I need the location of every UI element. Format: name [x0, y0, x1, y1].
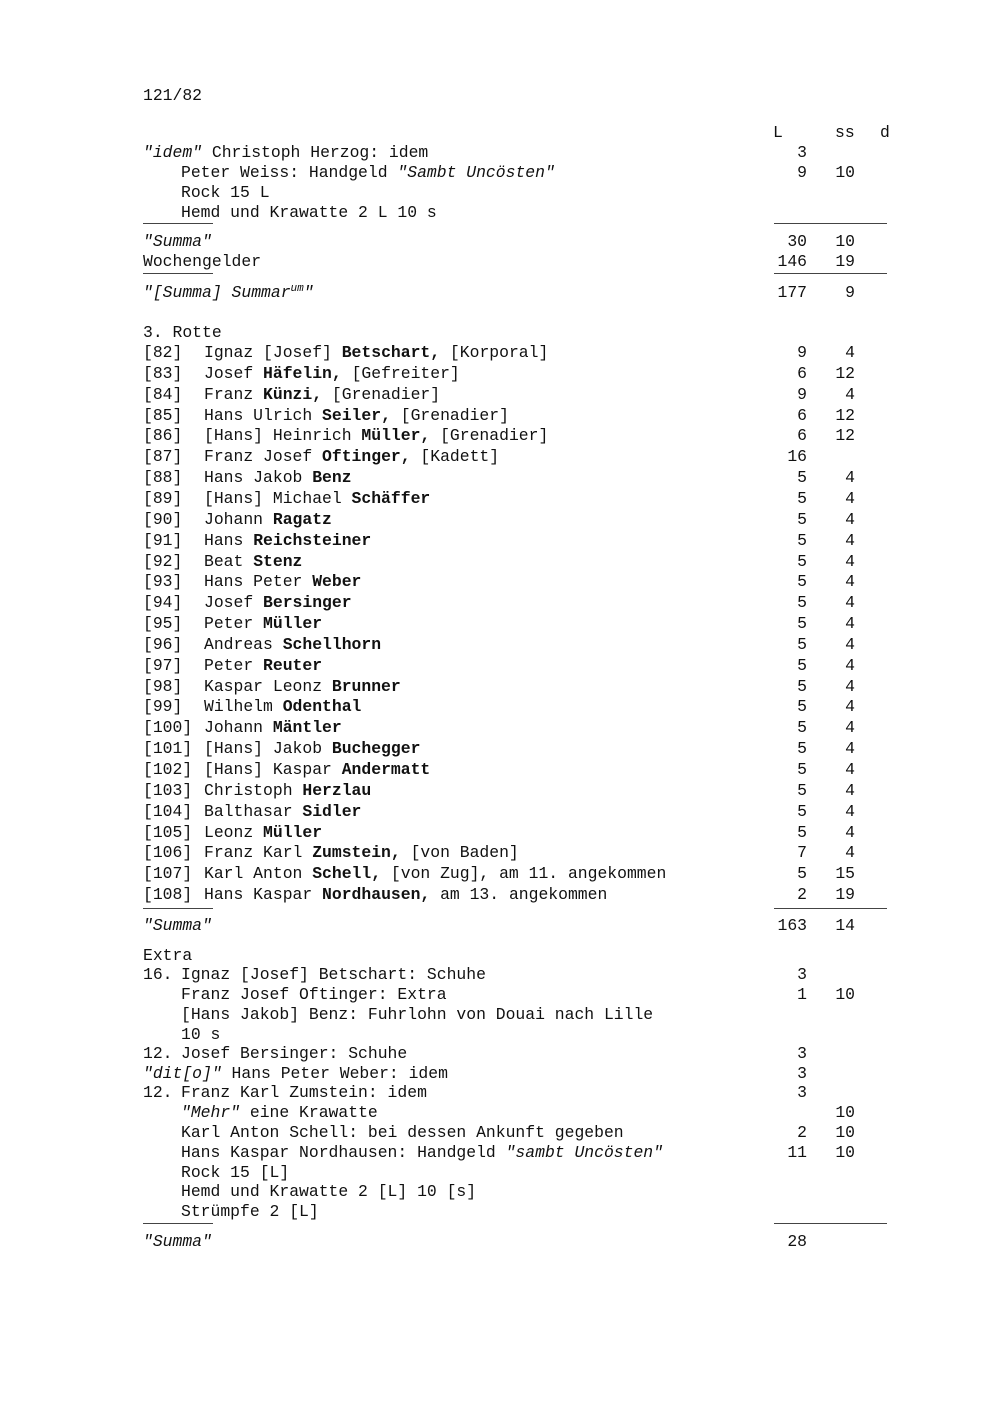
amount-ss: 4 [845, 593, 855, 612]
extra-summa-l: 28 [787, 1232, 807, 1251]
soldier-name: Hans Reichsteiner [204, 531, 372, 550]
surname: Reuter [263, 656, 323, 675]
summarum-ss: 9 [845, 283, 855, 302]
amount-l: 2 [797, 885, 807, 904]
amount-ss: 4 [845, 843, 855, 862]
amount-ss: 4 [845, 635, 855, 654]
soldier-name: Hans Kaspar Nordhausen, am 13. angekommen [204, 885, 608, 904]
divider-left [143, 1223, 213, 1224]
amount-l: 5 [797, 593, 807, 612]
row-number: [89] [143, 489, 183, 508]
amount-l: 5 [797, 468, 807, 487]
amount-ss: 4 [845, 718, 855, 737]
row-number: [108] [143, 885, 193, 904]
soldier-name: Karl Anton Schell, [von Zug], am 11. angekommen [204, 864, 667, 883]
row-number: [106] [143, 843, 193, 862]
amount-l: 5 [797, 656, 807, 675]
wochengelder-label: Wochengelder [143, 252, 262, 271]
row-number: [103] [143, 781, 193, 800]
amount-l: 6 [797, 364, 807, 383]
row-number: [107] [143, 864, 193, 883]
soldier-name: Peter Müller [204, 614, 323, 633]
divider-right [774, 223, 887, 224]
extra-entry: Karl Anton Schell: bei dessen Ankunft gegeben [181, 1123, 624, 1142]
amount-ss: 4 [845, 510, 855, 529]
amount-l: 16 [787, 447, 807, 466]
row-number: [100] [143, 718, 193, 737]
row-number: [99] [143, 697, 183, 716]
entry-hemd: Hemd und Krawatte 2 L 10 s [181, 203, 437, 222]
mehr-note: "Mehr" [181, 1103, 241, 1122]
summarum-label: "[Summa] Summar$^{um}$" [143, 283, 314, 302]
surname: Schellhorn [282, 635, 382, 654]
surname: Schäffer [351, 489, 431, 508]
surname: Weber [312, 572, 362, 591]
divider-right [774, 1223, 887, 1224]
rotte-summa-ss: 14 [835, 916, 855, 935]
soldier-name: Franz Künzi, [Grenadier] [204, 385, 441, 404]
soldier-name: Balthasar Sidler [204, 802, 362, 821]
amount-ss: 12 [835, 364, 855, 383]
soldier-name: Josef Bersinger [204, 593, 352, 612]
amount-l: 3 [797, 1044, 807, 1063]
amount-l: 6 [797, 406, 807, 425]
extra-entry: "dit[o]" Hans Peter Weber: idem [143, 1064, 448, 1083]
entry-text: Christoph Herzog: idem [202, 143, 429, 162]
amount-l: 3 [797, 965, 807, 984]
row-number: [104] [143, 802, 193, 821]
rotte-summa-label: "Summa" [143, 916, 212, 935]
amount-ss: 4 [845, 385, 855, 404]
row-number: [85] [143, 406, 183, 425]
extra-date: 16. [143, 965, 173, 984]
amount-ss: 4 [845, 343, 855, 362]
surname: Müller, [361, 426, 431, 445]
extra-date: 12. [143, 1083, 173, 1102]
amount-l: 9 [797, 163, 807, 182]
extra-entry: Hemd und Krawatte 2 [L] 10 [s] [181, 1182, 477, 1201]
surname: Nordhausen, [322, 885, 431, 904]
extra-entry: Franz Josef Oftinger: Extra [181, 985, 447, 1004]
soldier-name: Johann Mäntler [204, 718, 342, 737]
soldier-name: Leonz Müller [204, 823, 323, 842]
row-number: [101] [143, 739, 193, 758]
divider-left [143, 223, 213, 224]
amount-ss: 4 [845, 677, 855, 696]
extra-entry: Franz Karl Zumstein: idem [181, 1083, 427, 1102]
amount-l: 5 [797, 760, 807, 779]
row-number: [92] [143, 552, 183, 571]
row-number: [95] [143, 614, 183, 633]
amount-ss: 10 [835, 163, 855, 182]
amount-l: 1 [797, 985, 807, 1004]
row-number: [102] [143, 760, 193, 779]
surname: Zumstein, [312, 843, 401, 862]
surname: Odenthal [282, 697, 362, 716]
amount-l: 5 [797, 489, 807, 508]
surname: Seiler, [322, 406, 391, 425]
surname: Herzlau [302, 781, 372, 800]
amount-l: 9 [797, 343, 807, 362]
extra-entry: Rock 15 [L] [181, 1163, 290, 1182]
row-number: [105] [143, 823, 193, 842]
row-number: [93] [143, 572, 183, 591]
amount-l: 5 [797, 781, 807, 800]
row-number: [90] [143, 510, 183, 529]
surname: Häfelin, [263, 364, 342, 383]
soldier-name: Wilhelm Odenthal [204, 697, 362, 716]
extra-entry: 10 s [181, 1025, 221, 1044]
row-number: [82] [143, 343, 183, 362]
row-number: [97] [143, 656, 183, 675]
ditto-note: "dit[o]" [143, 1064, 222, 1083]
extra-summa-label: "Summa" [143, 1232, 212, 1251]
amount-ss: 19 [835, 885, 855, 904]
surname: Ragatz [272, 510, 332, 529]
amount-ss: 12 [835, 426, 855, 445]
amount-l: 5 [797, 823, 807, 842]
entry-weiss [181, 163, 555, 183]
surname: Benz [312, 468, 352, 487]
surname: Mäntler [272, 718, 342, 737]
soldier-name: Hans Peter Weber [204, 572, 362, 591]
amount-ss: 10 [835, 1143, 855, 1162]
extra-date: 12. [143, 1044, 173, 1063]
extra-entry: Strümpfe 2 [L] [181, 1202, 319, 1221]
soldier-name: Franz Karl Zumstein, [von Baden] [204, 843, 519, 862]
amount-l: 5 [797, 739, 807, 758]
soldier-name: [Hans] Michael Schäffer [204, 489, 431, 508]
soldier-name: Andreas Schellhorn [204, 635, 382, 654]
extra-entry: Ignaz [Josef] Betschart: Schuhe [181, 965, 486, 984]
surname: Oftinger, [322, 447, 411, 466]
amount-l: 5 [797, 531, 807, 550]
amount-ss: 4 [845, 802, 855, 821]
amount-ss: 4 [845, 614, 855, 633]
amount-l: 5 [797, 718, 807, 737]
divider-right [774, 908, 887, 909]
soldier-name: Hans Ulrich Seiler, [Grenadier] [204, 406, 509, 425]
amount-l: 2 [797, 1123, 807, 1142]
row-number: [98] [143, 677, 183, 696]
extra-entry: [Hans Jakob] Benz: Fuhrlohn von Douai nach Lille [181, 1005, 654, 1024]
extra-entry: Hans Kaspar Nordhausen: Handgeld "sambt Uncösten" [181, 1143, 663, 1162]
amount-ss: 4 [845, 656, 855, 675]
italic-quote: "sambt Uncösten" [505, 1143, 663, 1162]
surname: Stenz [253, 552, 303, 571]
summa-ss: 10 [835, 232, 855, 251]
extra-entry: Josef Bersinger: Schuhe [181, 1044, 408, 1063]
amount-l: 5 [797, 677, 807, 696]
amount-ss: 10 [835, 1103, 855, 1122]
surname: Brunner [331, 677, 401, 696]
summa-label: "Summa" [143, 232, 212, 251]
row-number: [96] [143, 635, 183, 654]
summa-l: 30 [787, 232, 807, 251]
entry-rock: Rock 15 L [181, 183, 270, 202]
surname: Reichsteiner [253, 531, 372, 550]
amount-l: 3 [797, 1064, 807, 1083]
surname: Müller [263, 614, 323, 633]
row-number: [91] [143, 531, 183, 550]
rotte-heading: 3. Rotte [143, 323, 222, 342]
soldier-name: Kaspar Leonz Brunner [204, 677, 401, 696]
amount-l: 3 [797, 143, 807, 162]
idem-note: "idem" [143, 143, 203, 162]
soldier-name: [Hans] Heinrich Müller, [Grenadier] [204, 426, 549, 445]
amount-l: 5 [797, 552, 807, 571]
surname: Buchegger [331, 739, 421, 758]
soldier-name: Christoph Herzlau [204, 781, 372, 800]
amount-ss: 15 [835, 864, 855, 883]
surname: Sidler [302, 802, 362, 821]
entry-herzog [143, 143, 428, 163]
amount-ss: 10 [835, 1123, 855, 1142]
amount-l: 11 [787, 1143, 807, 1162]
soldier-name: Peter Reuter [204, 656, 323, 675]
rotte-summa-l: 163 [777, 916, 807, 935]
amount-ss: 4 [845, 760, 855, 779]
amount-ss: 4 [845, 531, 855, 550]
amount-ss: 4 [845, 697, 855, 716]
summarum-l: 177 [777, 283, 807, 302]
row-number: [94] [143, 593, 183, 612]
amount-l: 5 [797, 510, 807, 529]
surname: Müller [263, 823, 323, 842]
extra-entry: "Mehr" eine Krawatte [181, 1103, 378, 1122]
surname: Andermatt [341, 760, 431, 779]
italic-quote: "Sambt Uncösten" [397, 163, 555, 182]
amount-ss: 4 [845, 468, 855, 487]
amount-ss: 4 [845, 781, 855, 800]
row-number: [87] [143, 447, 183, 466]
soldier-name: Ignaz [Josef] Betschart, [Korporal] [204, 343, 549, 362]
column-header-d: d [880, 123, 890, 142]
entry-text: Peter Weiss: Handgeld [181, 163, 398, 182]
amount-ss: 4 [845, 489, 855, 508]
amount-l: 5 [797, 635, 807, 654]
row-number: [83] [143, 364, 183, 383]
soldier-name: Beat Stenz [204, 552, 303, 571]
amount-l: 5 [797, 572, 807, 591]
soldier-name: Franz Josef Oftinger, [Kadett] [204, 447, 500, 466]
amount-ss: 10 [835, 985, 855, 1004]
surname: Schell, [312, 864, 382, 883]
surname: Künzi, [263, 385, 323, 404]
column-header-ss: ss [835, 123, 855, 142]
row-number: [86] [143, 426, 183, 445]
amount-l: 3 [797, 1083, 807, 1102]
amount-ss: 12 [835, 406, 855, 425]
extra-heading: Extra [143, 946, 193, 965]
soldier-name: Hans Jakob Benz [204, 468, 352, 487]
amount-l: 9 [797, 385, 807, 404]
amount-l: 7 [797, 843, 807, 862]
column-header-l: L [773, 123, 783, 142]
amount-l: 5 [797, 614, 807, 633]
wochengelder-l: 146 [777, 252, 807, 271]
soldier-name: [Hans] Jakob Buchegger [204, 739, 421, 758]
page-reference: 121/82 [143, 86, 203, 105]
soldier-name: [Hans] Kaspar Andermatt [204, 760, 431, 779]
amount-l: 5 [797, 802, 807, 821]
divider-left [143, 908, 213, 909]
surname: Bersinger [263, 593, 352, 612]
divider-right [774, 273, 887, 274]
amount-l: 6 [797, 426, 807, 445]
surname: Betschart, [341, 343, 441, 362]
wochengelder-ss: 19 [835, 252, 855, 271]
amount-ss: 4 [845, 552, 855, 571]
amount-l: 5 [797, 697, 807, 716]
amount-ss: 4 [845, 823, 855, 842]
soldier-name: Josef Häfelin, [Gefreiter] [204, 364, 460, 383]
soldier-name: Johann Ragatz [204, 510, 332, 529]
row-number: [88] [143, 468, 183, 487]
divider-left [143, 273, 213, 274]
amount-ss: 4 [845, 572, 855, 591]
amount-ss: 4 [845, 739, 855, 758]
amount-l: 5 [797, 864, 807, 883]
row-number: [84] [143, 385, 183, 404]
